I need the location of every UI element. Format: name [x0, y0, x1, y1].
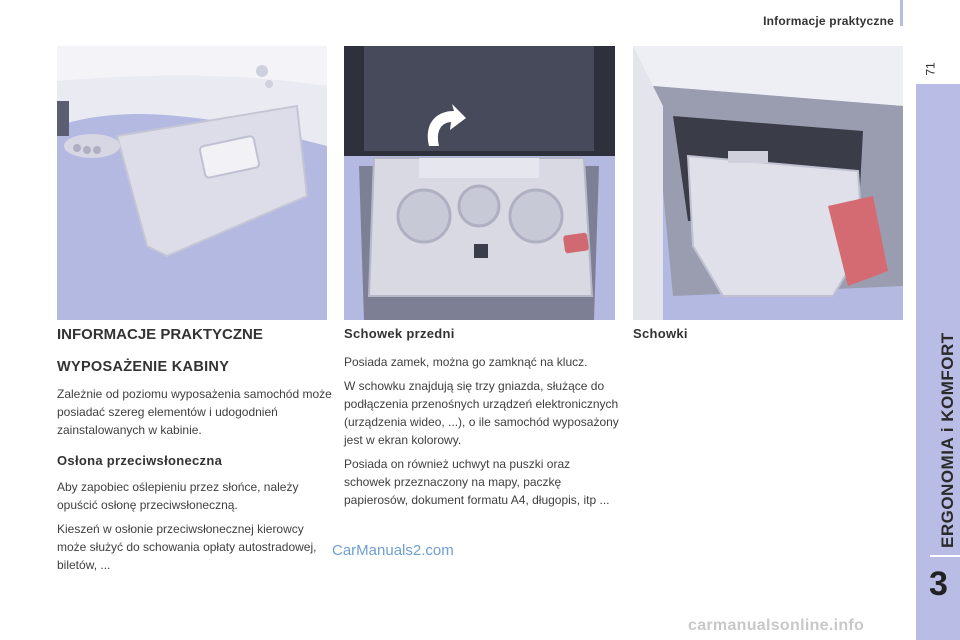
- storage-heading: Schowki: [633, 326, 688, 341]
- page-header-title: Informacje praktyczne: [763, 14, 894, 28]
- glove-box-paragraph-2: W schowku znajdują się trzy gniazda, służące do podłączenia przenośnych urządzeń elektronicznych (urządzenia wideo, ...), o ile samochód wyposażony jest w ekran kolorowy.: [344, 379, 619, 447]
- glove-box-paragraph-1: Posiada zamek, można go zamknąć na klucz.: [344, 355, 588, 369]
- header-divider: [900, 0, 903, 26]
- main-heading: INFORMACJE PRAKTYCZNE: [57, 326, 263, 343]
- sun-visor-paragraph-1: Aby zapobiec oślepieniu przez słońce, należy opuścić osłonę przeciwsłoneczną.: [57, 480, 299, 512]
- glove-box-illustration: [344, 46, 615, 320]
- watermark-carmanuals[interactable]: CarManuals2.com: [332, 542, 454, 559]
- sun-visor-illustration: [57, 46, 327, 320]
- chapter-title: ERGONOMIA i KOMFORT: [938, 332, 957, 548]
- glove-box-paragraph-3: Posiada on również uchwyt na puszki oraz schowek przeznaczony na mapy, paczkę papierosów, dokument formatu A4, długopis, itp ...: [344, 457, 610, 507]
- storage-compartment-illustration: [633, 46, 903, 320]
- watermark-carmanualsonline[interactable]: carmanualsonline.info: [688, 617, 865, 634]
- sun-visor-paragraph-2: Kieszeń w osłonie przeciwsłonecznej kierowcy może służyć do schowania opłaty autostradowej, biletów, ...: [57, 522, 317, 572]
- column-storage: [633, 326, 903, 351]
- chapter-number: 3: [929, 565, 948, 603]
- intro-paragraph: Zależnie od poziomu wyposażenia samochód może posiadać szereg elementów i udogodnień zainstalowanych w kabinie.: [57, 387, 332, 437]
- glove-box-heading: Schowek przedni: [344, 326, 455, 341]
- column-cabin-equipment: [57, 326, 332, 580]
- sun-visor-heading: Osłona przeciwsłoneczna: [57, 453, 223, 468]
- chapter-separator: [930, 555, 960, 557]
- column-glove-box: [344, 326, 619, 515]
- page-number: 71: [923, 62, 938, 76]
- section-heading: WYPOSAŻENIE KABINY: [57, 359, 230, 375]
